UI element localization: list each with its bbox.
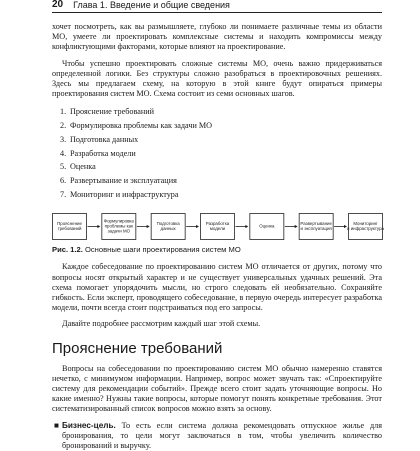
flow-step-label: Мониторинг (353, 221, 378, 227)
flow-step-box (102, 214, 136, 240)
flow-step-label: модели (209, 226, 226, 232)
flow-step-label: Развертывание (300, 221, 332, 227)
flow-step-box (299, 214, 333, 240)
page-body (52, 22, 382, 451)
list-item: 3. Подготовка данных (60, 134, 139, 144)
bullet-item (52, 421, 382, 451)
flow-arrow-head (295, 225, 298, 228)
flow-step-box (250, 214, 284, 240)
list-item: 4. Разработка модели (60, 148, 136, 158)
flow-step-label: данных (160, 226, 176, 232)
chapter-title: Глава 1. Введение и общие сведения (73, 0, 230, 10)
paragraph-requirements: Вопросы на собеседовании по проектированию систем МО обычно намеренно ставятся нечетко, с минимумом информации. Например, вопрос может звучать так: «Спроектируйте систему для рекомендации событий». Прежде всего стоит задать уточняющие вопросы. Но какие именно? Нужны такие вопросы, которые помогут понять конкретные требования. Этот систематизированный список вопросов можно взять за основу. (52, 363, 382, 414)
figure-caption (52, 245, 382, 254)
flow-step-label: и инфраструктура (347, 226, 384, 232)
figure-caption-text: Основные шаги проектирования систем МО (84, 245, 241, 255)
flow-arrow-head (147, 225, 150, 228)
list-item: 2. Формулировка проблемы как задачи МО (60, 121, 213, 131)
flow-arrow-head (196, 225, 199, 228)
paragraph-details: Давайте подробнее рассмотрим каждый шаг этой схемы. (62, 319, 261, 329)
flow-step-label: требований (57, 226, 82, 232)
list-item: 5. Оценка (60, 162, 96, 172)
steps-flow-diagram (52, 209, 382, 243)
paragraph-framework: Чтобы успешно проектировать сложные системы МО, очень важно придерживаться определенной логики. Без структуры сложно разобраться в проектировочных решениях. Здесь мы предлагаем схему, на которую в этой книге будут опираться примеры проектирования систем МО. Схема состоит из семи основных шагов. (52, 58, 382, 99)
flow-step-box (347, 214, 384, 240)
bullet-marker: ■ (54, 420, 59, 430)
flow-step-label: Оценка (259, 223, 275, 229)
paragraph-flexibility: Каждое собеседование по проектированию систем МО отличается от других, потому что вопросы носят открытый характер и не существует универсальных удачных решений. Эта схема помогает упорядочить мысли, но строго следовать ей необязательно. Сохраняйте гибкость. Если эксперт, проводящего собеседование, в первую очередь интересует разработка модели, почти всегда стоит подстраиваться под его запросы. (52, 262, 382, 313)
flow-arrow-head (97, 225, 100, 228)
flow-step-label: и эксплуатация (300, 226, 332, 232)
flow-step-label: Прояснение (57, 221, 82, 227)
list-item: 1. Прояснение требований (60, 107, 155, 117)
flow-step-label: Формулировка (103, 218, 134, 224)
steps-list (60, 105, 382, 201)
page-header (52, 0, 382, 13)
list-item: 6. Развертывание и эксплуатация (60, 175, 177, 185)
bullet-term: Бизнес-цель. (62, 420, 116, 430)
flow-step-label: Подготовка (156, 221, 180, 227)
flow-step-label: проблемы как (104, 223, 134, 229)
flow-step-box (53, 214, 87, 240)
flow-step-label: задачи МО (107, 229, 131, 235)
flow-diagram-svg (52, 209, 382, 243)
flow-step-box (201, 214, 235, 240)
flow-arrow-head (245, 225, 248, 228)
section-heading: Прояснение требований (52, 339, 223, 357)
list-item: 7. Мониторинг и инфраструктура (60, 189, 179, 199)
bullet-text: То есть если система должна рекомендовать отпускное жилье для бронирования, то цели могут заключаться в том, чтобы увеличить количество бронирований и выручку. (62, 420, 383, 450)
paragraph-intro: хочет посмотреть, как вы размышляете, глубоко ли понимаете различные темы из области МО, умеете ли проектировать комплексные системы и находить компромиссы между конфликтующими факторами, которые влияют на проектирование. (52, 22, 382, 52)
flow-step-label: Разработка (205, 221, 230, 227)
page-number: 20 (52, 0, 64, 10)
flow-step-box (151, 214, 185, 240)
figure-label: Рис. 1.2. (52, 245, 83, 255)
